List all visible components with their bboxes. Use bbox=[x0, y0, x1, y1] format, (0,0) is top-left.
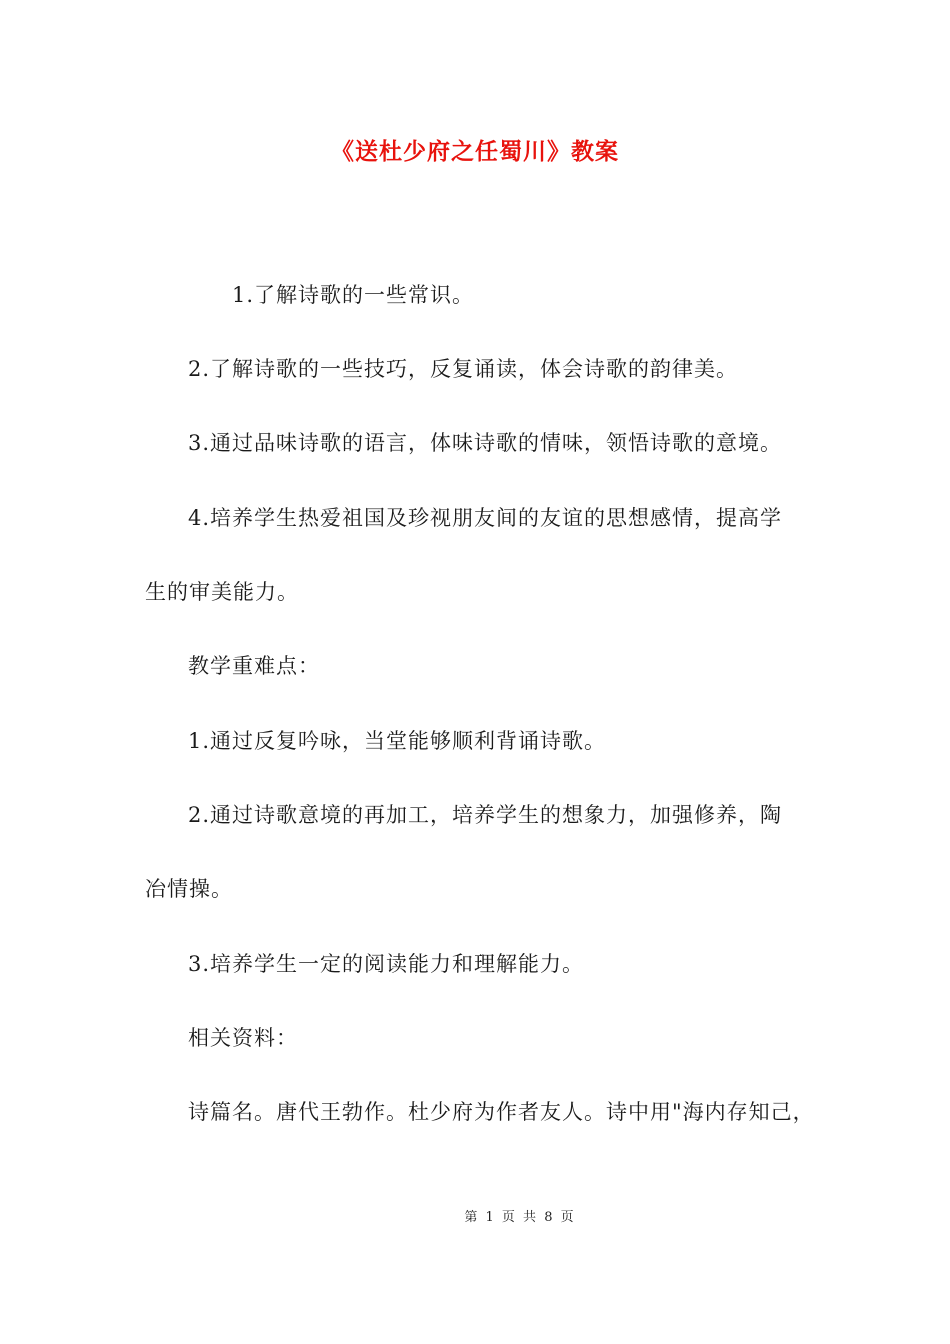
references-text-line: 诗篇名。唐代王勃作。杜少府为作者友人。诗中用"海内存知己， bbox=[188, 1100, 815, 1124]
objective-2-line: 2.了解诗歌的一些技巧，反复诵读，体会诗歌的韵律美。 bbox=[188, 357, 739, 381]
objective-1-line: 1.了解诗歌的一些常识。 bbox=[232, 283, 475, 307]
references-heading: 相关资料： bbox=[188, 1026, 298, 1050]
key-point-3-line: 3.培养学生一定的阅读能力和理解能力。 bbox=[188, 952, 585, 976]
objective-3-line: 3.通过品味诗歌的语言，体味诗歌的情味，领悟诗歌的意境。 bbox=[188, 431, 783, 455]
page-number-footer: 第 1 页 共 8 页 bbox=[464, 1210, 576, 1225]
objective-4-line: 4.培养学生热爱祖国及珍视朋友间的友谊的思想感情，提高学 bbox=[188, 506, 783, 530]
key-point-2-line: 2.通过诗歌意境的再加工，培养学生的想象力，加强修养，陶 bbox=[188, 803, 783, 827]
objective-4-continuation: 生的审美能力。 bbox=[145, 580, 299, 604]
key-points-heading: 教学重难点： bbox=[188, 654, 320, 678]
key-point-1-line: 1.通过反复吟咏，当堂能够顺利背诵诗歌。 bbox=[188, 729, 607, 753]
document-title: 《送杜少府之任蜀川》教案 bbox=[331, 139, 619, 165]
key-point-2-continuation: 冶情操。 bbox=[145, 877, 233, 901]
